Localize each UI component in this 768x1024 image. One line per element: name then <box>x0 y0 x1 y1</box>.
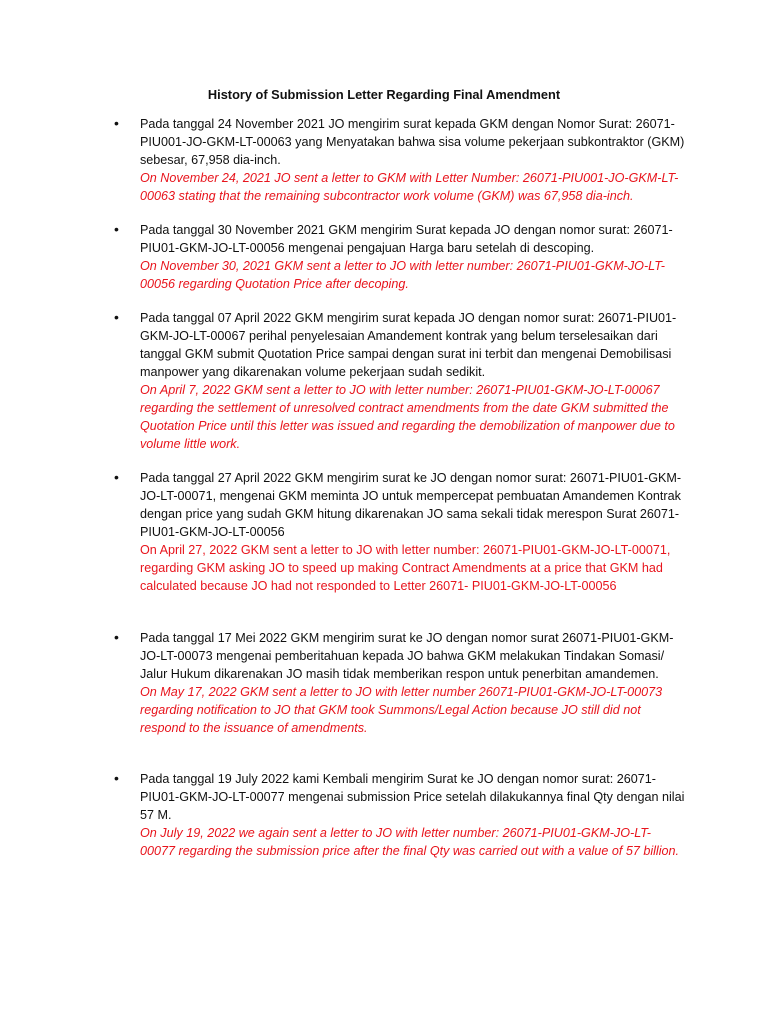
bullet-icon: • <box>114 469 119 485</box>
list-item <box>114 221 685 293</box>
bullet-icon: • <box>114 115 119 131</box>
list-item <box>114 309 685 453</box>
entry-indonesian-text: Pada tanggal 07 April 2022 GKM mengirim surat kepada JO dengan nomor surat: 26071-PIU01-GKM-JO-LT-00067 perihal penyelesaian Amandement kontrak yang belum terselesaikan dari tanggal GKM submit Quotation Price sampai dengan surat ini terbit dan mengenai Demobilisasi manpower yang dikarenakan volume pekerjaan sudah sedikit. <box>140 311 677 379</box>
entry-indonesian-text: Pada tanggal 30 November 2021 GKM mengirim Surat kepada JO dengan nomor surat: 26071-PIU01-GKM-JO-LT-00056 mengenai pengajuan Harga baru setelah di descoping. <box>140 223 673 255</box>
entry-english-translation: On April 27, 2022 GKM sent a letter to JO with letter number: 26071-PIU01-GKM-JO-LT-00071, regarding GKM asking JO to speed up making Contract Amendments at a price that GKM had calculated because JO had not responded to Letter 26071- PIU01-GKM-JO-LT-00056 <box>140 543 671 593</box>
list-item <box>114 629 685 737</box>
entry-english-translation: On July 19, 2022 we again sent a letter to JO with letter number: 26071-PIU01-GKM-JO-LT-00077 regarding the submission price after the final Qty was carried out with a value of 57 billion. <box>140 826 680 858</box>
entry-indonesian-text: Pada tanggal 27 April 2022 GKM mengirim surat ke JO dengan nomor surat: 26071-PIU01-GKM-JO-LT-00071, mengenai GKM meminta JO untuk mempercepat pembuatan Amandemen Kontrak dengan price yang sudah GKM hitung dikarenakan JO sama sekali tidak merespon Surat 26071-PIU01-GKM-JO-LT-00056 <box>140 471 682 539</box>
entry-indonesian-text: Pada tanggal 24 November 2021 JO mengirim surat kepada GKM dengan Nomor Surat: 26071-PIU001-JO-GKM-LT-00063 yang Menyatakan bahwa sisa volume pekerjaan subkontraktor (GKM) sebesar, 67,958 dia-inch. <box>140 117 685 167</box>
document-title: History of Submission Letter Regarding Final Amendment <box>207 87 561 102</box>
list-item <box>114 770 685 860</box>
entry-english-translation: On April 7, 2022 GKM sent a letter to JO with letter number: 26071-PIU01-GKM-JO-LT-00067 regarding the settlement of unresolved contract amendments from the date GKM submitted the Quotation Price until this letter was issued and regarding the demobilization of manpower due to volume little work. <box>140 383 675 451</box>
bullet-icon: • <box>114 309 119 325</box>
bullet-icon: • <box>114 770 119 786</box>
entry-english-translation: On November 24, 2021 JO sent a letter to GKM with Letter Number: 26071-PIU001-JO-GKM-LT-00063 stating that the remaining subcontractor work volume (GKM) was 67,958 dia-inch. <box>140 171 679 203</box>
bullet-icon: • <box>114 629 119 645</box>
bullet-icon: • <box>114 221 119 237</box>
list-item <box>114 115 685 205</box>
list-item <box>114 469 685 595</box>
entry-english-translation: On May 17, 2022 GKM sent a letter to JO with letter number 26071-PIU01-GKM-JO-LT-00073 regarding notification to JO that GKM took Summons/Legal Action because JO still did not respond to the issuance of amendments. <box>140 685 663 735</box>
entry-english-translation: On November 30, 2021 GKM sent a letter to JO with letter number: 26071-PIU01-GKM-JO-LT-00056 regarding Quotation Price after decoping. <box>140 259 665 291</box>
entry-indonesian-text: Pada tanggal 17 Mei 2022 GKM mengirim surat ke JO dengan nomor surat 26071-PIU01-GKM-JO-LT-00073 mengenai pemberitahuan kepada JO bahwa GKM melakukan Tindakan Somasi/ Jalur Hukum dikarenakan JO masih tidak memberikan respon untuk penerbitan amandemen. <box>140 631 674 681</box>
entry-indonesian-text: Pada tanggal 19 July 2022 kami Kembali mengirim Surat ke JO dengan nomor surat: 26071-PIU01-GKM-JO-LT-00077 mengenai submission Price setelah dilakukannya final Qty dengan nilai 57 M. <box>140 772 685 822</box>
